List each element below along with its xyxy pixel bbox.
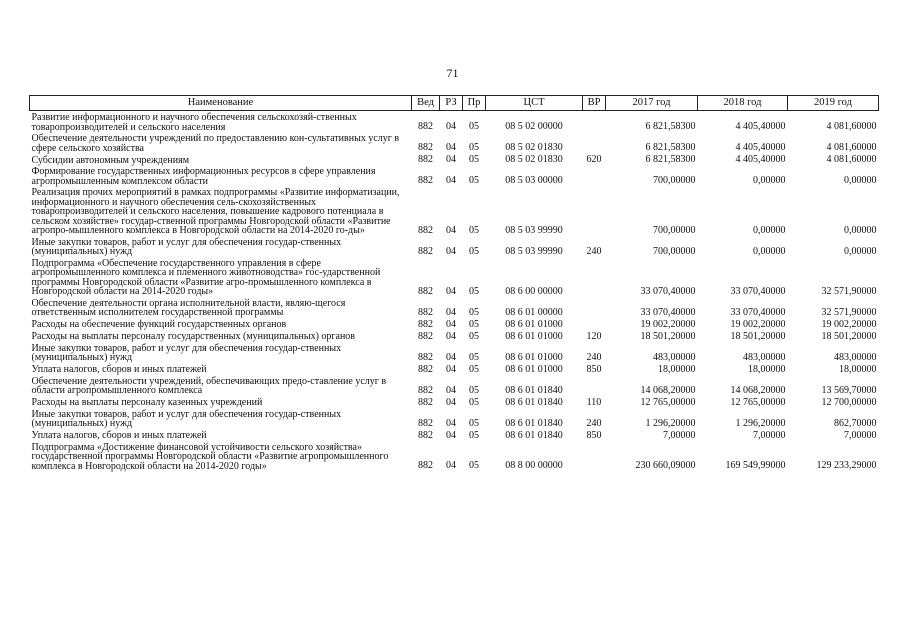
row-name: Уплата налогов, сборов и иных платежей (31, 364, 207, 375)
row-vr: 240 (586, 245, 602, 257)
row-2019: 483,00000 (834, 351, 877, 363)
row-2018: 0,00000 (753, 224, 786, 236)
row-2019: 19 002,20000 (821, 318, 877, 330)
row-2019: 4 081,60000 (826, 154, 877, 165)
table-row (30, 186, 879, 236)
table-row (30, 330, 879, 342)
row-ved: 882 (418, 121, 433, 132)
row-vr: 850 (586, 363, 602, 375)
row-vr (583, 186, 606, 236)
row-name: Развитие информационного и научного обеспечения сельскохозяй-ственных товаропроизводителей и сельского населения (31, 112, 357, 133)
row-2018: 0,00000 (753, 175, 786, 186)
page-number: 71 (446, 66, 459, 80)
row-2019: 12 700,00000 (821, 396, 877, 408)
row-2017: 18 501,20000 (640, 330, 696, 342)
row-cst: 08 5 03 99990 (505, 245, 563, 257)
row-2017: 7,00000 (663, 429, 696, 441)
row-2017: 18,00000 (658, 363, 696, 375)
row-rz: 04 (446, 396, 456, 408)
row-rz: 04 (446, 330, 456, 342)
row-vr (583, 318, 606, 330)
row-2019: 13 569,70000 (821, 384, 877, 396)
row-2019: 0,00000 (844, 245, 877, 257)
row-pr: 05 (469, 351, 479, 363)
row-rz: 04 (446, 121, 456, 132)
table-row (30, 111, 879, 133)
row-ved: 882 (418, 396, 433, 408)
row-2019: 32 571,90000 (821, 306, 877, 318)
row-2018: 0,00000 (753, 245, 786, 257)
row-cst: 08 5 03 00000 (505, 175, 563, 186)
row-cst: 08 6 01 01000 (505, 363, 563, 375)
table-row (30, 318, 879, 330)
row-pr: 05 (469, 142, 479, 153)
table-row (30, 363, 879, 375)
row-name: Иные закупки товаров, работ и услуг для обеспечения государ-ственных (муниципальных) нужд (31, 408, 342, 429)
row-cst: 08 5 02 01830 (505, 154, 563, 165)
row-2018: 483,00000 (743, 351, 786, 363)
row-2018: 33 070,40000 (730, 306, 786, 318)
row-2018: 4 405,40000 (735, 121, 786, 132)
row-rz: 04 (446, 306, 456, 318)
row-2018: 4 405,40000 (735, 142, 786, 153)
row-2018: 18,00000 (748, 363, 786, 375)
row-ved: 882 (418, 384, 433, 396)
header-name: Наименование (30, 96, 412, 111)
row-name: Расходы на обеспечение функций государственных органов (31, 319, 287, 330)
table-row (30, 408, 879, 429)
row-pr: 05 (469, 460, 479, 471)
row-2017: 6 821,58300 (645, 142, 696, 153)
row-rz: 04 (446, 142, 456, 153)
row-ved: 882 (418, 351, 433, 363)
row-ved: 882 (418, 460, 433, 471)
row-2017: 230 660,09000 (635, 460, 696, 471)
row-name: Субсидии автономным учреждениям (31, 154, 190, 166)
table-row (30, 429, 879, 441)
row-2019: 4 081,60000 (826, 121, 877, 132)
row-pr: 05 (469, 396, 479, 408)
header-cst: ЦСТ (486, 96, 583, 111)
row-vr: 620 (586, 154, 602, 165)
row-cst: 08 6 01 01840 (505, 396, 563, 408)
row-2018: 1 296,20000 (735, 417, 786, 429)
row-vr: 110 (586, 396, 602, 408)
row-2017: 14 068,20000 (640, 384, 696, 396)
header-rz: РЗ (440, 96, 463, 111)
row-pr: 05 (469, 121, 479, 132)
row-rz: 04 (446, 318, 456, 330)
row-ved: 882 (418, 285, 433, 297)
row-cst: 08 6 01 01000 (505, 351, 563, 363)
row-pr: 05 (469, 417, 479, 429)
row-name: Формирование государственных информационных ресурсов в сфере управления агропромышленным комплексом области (31, 166, 376, 187)
row-ved: 882 (418, 224, 433, 236)
header-ved: Вед (412, 96, 440, 111)
row-2019: 18 501,20000 (821, 330, 877, 342)
row-cst: 08 6 01 01840 (505, 429, 563, 441)
row-cst: 08 5 03 99990 (505, 224, 563, 236)
header-vr: ВР (583, 96, 606, 111)
row-rz: 04 (446, 175, 456, 186)
row-vr (583, 441, 606, 472)
table-row (30, 153, 879, 165)
row-cst: 08 5 02 01830 (505, 142, 563, 153)
table-row (30, 257, 879, 297)
row-2017: 6 821,58300 (645, 121, 696, 132)
row-2019: 18,00000 (839, 363, 877, 375)
row-2018: 14 068,20000 (730, 384, 786, 396)
table-row (30, 375, 879, 396)
row-2017: 33 070,40000 (640, 285, 696, 297)
row-2019: 0,00000 (844, 224, 877, 236)
row-2019: 32 571,90000 (821, 285, 877, 297)
row-2017: 700,00000 (653, 175, 696, 186)
table-row (30, 441, 879, 472)
row-vr (583, 165, 606, 186)
row-2017: 19 002,20000 (640, 318, 696, 330)
row-cst: 08 6 01 00000 (505, 306, 563, 318)
table-row (30, 396, 879, 408)
row-name: Подпрограмма «Достижение финансовой устойчивости сельского хозяйства» государственной программы Новгородской области «Развитие агропромышленного комплекса в Новгородской области на 2014-2020 годы» (31, 441, 389, 472)
row-2018: 19 002,20000 (730, 318, 786, 330)
header-pr: Пр (463, 96, 486, 111)
row-2019: 4 081,60000 (826, 142, 877, 153)
row-cst: 08 6 01 01840 (505, 384, 563, 396)
row-pr: 05 (469, 245, 479, 257)
row-2019: 862,70000 (834, 417, 877, 429)
row-2018: 33 070,40000 (730, 285, 786, 297)
row-2019: 7,00000 (844, 429, 877, 441)
row-name: Иные закупки товаров, работ и услуг для обеспечения государ-ственных (муниципальных) нужд (31, 236, 342, 257)
row-name: Иные закупки товаров, работ и услуг для обеспечения государ-ственных (муниципальных) нужд (31, 342, 342, 363)
row-rz: 04 (446, 363, 456, 375)
row-2017: 6 821,58300 (645, 154, 696, 165)
row-cst: 08 8 00 00000 (505, 460, 563, 471)
row-name: Реализация прочих мероприятий в рамках подпрограммы «Развитие информатизации, информационного и научного обеспечения сель-скохозяйственных товаропроизводителей и сельского населения, повышение кадрового потенциала в сельском хозяйстве» государ-ственной программы Новгородской области «Развитие агропро-мышленного комплекса в Новгородской области на 2014-2020 го-ды» (31, 187, 400, 236)
row-vr: 240 (586, 417, 602, 429)
table-body (30, 111, 879, 472)
row-2017: 483,00000 (653, 351, 696, 363)
row-cst: 08 6 01 01000 (505, 318, 563, 330)
row-ved: 882 (418, 417, 433, 429)
row-2017: 700,00000 (653, 245, 696, 257)
row-vr (583, 132, 606, 153)
row-vr (583, 111, 606, 133)
row-ved: 882 (418, 245, 433, 257)
row-rz: 04 (446, 224, 456, 236)
row-ved: 882 (418, 429, 433, 441)
table-row (30, 236, 879, 257)
row-ved: 882 (418, 154, 433, 165)
row-pr: 05 (469, 330, 479, 342)
row-2019: 0,00000 (844, 175, 877, 186)
row-vr: 850 (586, 429, 602, 441)
row-pr: 05 (469, 363, 479, 375)
row-cst: 08 6 00 00000 (505, 285, 563, 297)
row-ved: 882 (418, 363, 433, 375)
row-rz: 04 (446, 351, 456, 363)
row-name: Обеспечение деятельности органа исполнительной власти, являю-щегося ответственным исполнителем государственной программы (31, 297, 346, 318)
row-pr: 05 (469, 224, 479, 236)
row-2018: 12 765,00000 (730, 396, 786, 408)
header-2017: 2017 год (606, 96, 698, 111)
row-rz: 04 (446, 460, 456, 471)
table-row (30, 297, 879, 318)
row-name: Расходы на выплаты персоналу казенных учреждений (31, 397, 263, 408)
row-2018: 4 405,40000 (735, 154, 786, 165)
row-ved: 882 (418, 142, 433, 153)
row-vr: 120 (586, 330, 602, 342)
row-ved: 882 (418, 306, 433, 318)
row-name: Подпрограмма «Обеспечение государственного управления в сфере агропромышленного комплекса и племенного животноводства» гос-ударственной программы Новгородской области «Развитие агро-промышленного комплекса в Новгородской области на 2014-2020 годы» (31, 257, 381, 297)
row-2018: 169 549,99000 (725, 460, 786, 471)
row-pr: 05 (469, 154, 479, 165)
row-name: Расходы на выплаты персоналу государственных (муниципальных) органов (31, 331, 356, 342)
row-name: Обеспечение деятельности учреждений, обеспечивающих предо-ставление услуг в области агропромышленного комплекса (31, 375, 387, 396)
header-2018: 2018 год (698, 96, 788, 111)
row-vr (583, 375, 606, 396)
row-2017: 33 070,40000 (640, 306, 696, 318)
row-rz: 04 (446, 245, 456, 257)
row-2018: 18 501,20000 (730, 330, 786, 342)
row-pr: 05 (469, 285, 479, 297)
row-vr (583, 257, 606, 297)
row-name: Уплата налогов, сборов и иных платежей (31, 430, 207, 441)
row-pr: 05 (469, 384, 479, 396)
table-row (30, 165, 879, 186)
row-rz: 04 (446, 429, 456, 441)
row-rz: 04 (446, 285, 456, 297)
table-row (30, 342, 879, 363)
table-header-row (30, 96, 879, 111)
row-2018: 7,00000 (753, 429, 786, 441)
budget-table (29, 95, 879, 471)
row-ved: 882 (418, 318, 433, 330)
row-vr (583, 297, 606, 318)
row-cst: 08 6 01 01840 (505, 417, 563, 429)
row-2017: 12 765,00000 (640, 396, 696, 408)
row-cst: 08 6 01 01000 (505, 330, 563, 342)
table-row (30, 132, 879, 153)
row-2017: 1 296,20000 (645, 417, 696, 429)
row-pr: 05 (469, 175, 479, 186)
row-pr: 05 (469, 306, 479, 318)
row-rz: 04 (446, 154, 456, 165)
row-2019: 129 233,29000 (816, 460, 877, 471)
row-rz: 04 (446, 417, 456, 429)
row-pr: 05 (469, 318, 479, 330)
header-2019: 2019 год (788, 96, 879, 111)
row-ved: 882 (418, 330, 433, 342)
row-2017: 700,00000 (653, 224, 696, 236)
row-vr: 240 (586, 351, 602, 363)
row-ved: 882 (418, 175, 433, 186)
row-pr: 05 (469, 429, 479, 441)
row-name: Обеспечение деятельности учреждений по предоставлению кон-сультативных услуг в сфере сельского хозяйства (31, 133, 400, 154)
row-cst: 08 5 02 00000 (505, 121, 563, 132)
row-rz: 04 (446, 384, 456, 396)
